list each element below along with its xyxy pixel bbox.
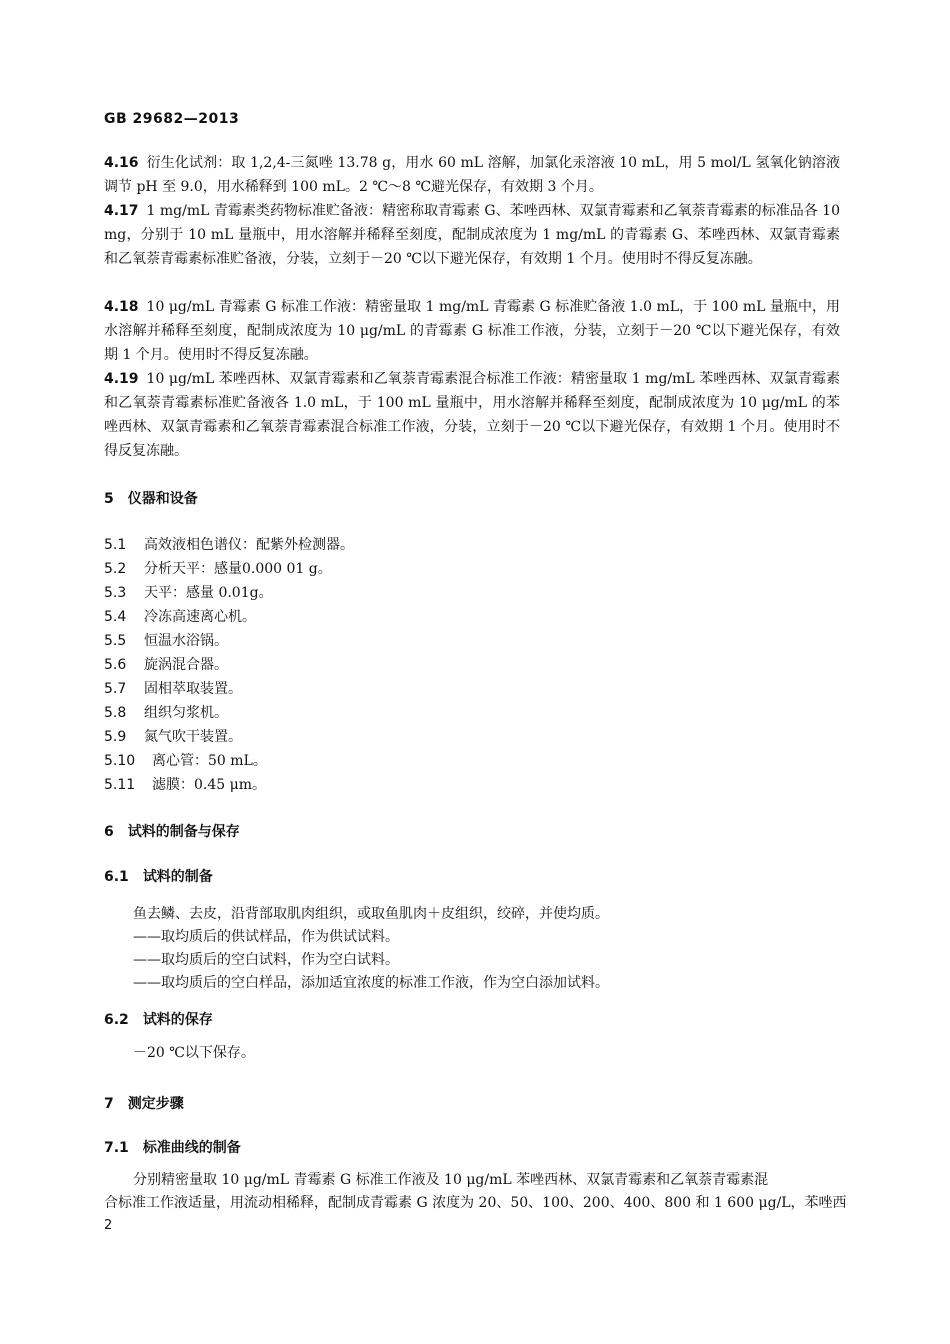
equipment-item bbox=[104, 678, 242, 700]
clause-4-17 bbox=[104, 199, 840, 271]
prep-dash-item: ——取均质后的供试样品，作为供试试料。 bbox=[133, 929, 399, 945]
section-number: 6.1 bbox=[104, 869, 129, 885]
equipment-item bbox=[104, 534, 354, 556]
item-number: 5.4 bbox=[104, 609, 127, 625]
section-number: 6 bbox=[104, 824, 114, 840]
equipment-item bbox=[104, 726, 242, 748]
equipment-item bbox=[104, 774, 266, 796]
clause-4-18 bbox=[104, 295, 840, 367]
section-number: 6.2 bbox=[104, 1012, 129, 1028]
clause-text: 1 mg/mL 青霉素类药物标准贮备液：精密称取青霉素 G、苯唑西林、双氯青霉素和乙氧萘青霉素的标准品各 10 mg，分别于 10 mL 量瓶中，用水溶解并稀释至刻度，配制成浓度为 1 mg/mL 的青霉素 G、苯唑西林、双氯青霉素和乙氧萘青霉素标准贮备液，分装，立刻于－20 ℃以下避光保存，有效期 1 个月。使用时不得反复冻融。 bbox=[104, 203, 840, 267]
item-text: 组织匀浆机。 bbox=[144, 705, 228, 721]
item-text: 冷冻高速离心机。 bbox=[144, 609, 256, 625]
standard-curve-text-line1: 分别精密量取 10 μg/mL 青霉素 G 标准工作液及 10 μg/mL 苯唑西林、双氯青霉素和乙氧萘青霉素混 bbox=[133, 1172, 769, 1188]
section-number: 7.1 bbox=[104, 1140, 129, 1156]
prep-dash-item: ——取均质后的空白样品，添加适宜浓度的标准工作液，作为空白添加试料。 bbox=[133, 975, 609, 991]
clause-number: 4.16 bbox=[104, 155, 139, 171]
section-title: 测定步骤 bbox=[127, 1096, 184, 1112]
item-number: 5.3 bbox=[104, 585, 127, 601]
section-6-heading bbox=[104, 821, 240, 841]
item-text: 天平：感量 0.01g。 bbox=[144, 585, 273, 601]
item-number: 5.1 bbox=[104, 537, 127, 553]
equipment-item bbox=[104, 606, 256, 628]
item-text: 旋涡混合器。 bbox=[144, 657, 228, 673]
section-7-1-heading bbox=[104, 1137, 241, 1157]
equipment-item bbox=[104, 582, 273, 604]
section-6-1-heading bbox=[104, 866, 213, 886]
clause-number: 4.17 bbox=[104, 203, 139, 219]
item-number: 5.8 bbox=[104, 705, 127, 721]
clause-text: 10 μg/mL 青霉素 G 标准工作液：精密量取 1 mg/mL 青霉素 G 标准贮备液 1.0 mL，于 100 mL 量瓶中，用水溶解并稀释至刻度，配制成浓度为 10 μg/mL 的青霉素 G 标准工作液，分装，立刻于－20 ℃以下避光保存，有效期 1 个月。使用时不得反复冻融。 bbox=[104, 299, 840, 363]
standard-header: GB 29682—2013 bbox=[104, 111, 240, 127]
item-number: 5.7 bbox=[104, 681, 127, 697]
prep-paragraph: 鱼去鳞、去皮，沿背部取肌肉组织，或取鱼肌肉＋皮组织，绞碎，并使均质。 bbox=[133, 906, 609, 922]
section-6-2-heading bbox=[104, 1009, 213, 1029]
section-number: 7 bbox=[104, 1096, 114, 1112]
section-title: 试料的制备 bbox=[142, 869, 213, 885]
item-text: 高效液相色谱仪：配紫外检测器。 bbox=[144, 537, 354, 553]
clause-4-16 bbox=[104, 151, 840, 199]
section-title: 试料的制备与保存 bbox=[127, 824, 240, 840]
item-number: 5.10 bbox=[104, 753, 136, 769]
item-number: 5.9 bbox=[104, 729, 127, 745]
section-5-heading bbox=[104, 488, 198, 508]
section-7-heading bbox=[104, 1093, 184, 1113]
section-title: 仪器和设备 bbox=[127, 491, 198, 507]
storage-text: －20 ℃以下保存。 bbox=[133, 1045, 255, 1061]
clause-text: 10 μg/mL 苯唑西林、双氯青霉素和乙氧萘青霉素混合标准工作液：精密量取 1 mg/mL 苯唑西林、双氯青霉素和乙氧萘青霉素标准贮备液各 1.0 mL，于 100 mL 量瓶中，用水溶解并稀释至刻度，配制成浓度为 10 μg/mL 的苯唑西林、双氯青霉素和乙氧萘青霉素混合标准工作液，分装，立刻于－20 ℃以下避光保存，有效期 1 个月。使用时不得反复冻融。 bbox=[104, 371, 840, 459]
equipment-item bbox=[104, 702, 228, 724]
item-text: 固相萃取装置。 bbox=[144, 681, 242, 697]
prep-dash-item: ——取均质后的空白试料，作为空白试料。 bbox=[133, 952, 399, 968]
clause-number: 4.19 bbox=[104, 371, 139, 387]
equipment-item bbox=[104, 750, 267, 772]
page-number: 2 bbox=[104, 1218, 113, 1233]
section-number: 5 bbox=[104, 491, 114, 507]
item-text: 离心管：50 mL。 bbox=[152, 753, 267, 769]
item-text: 恒温水浴锅。 bbox=[144, 633, 228, 649]
item-number: 5.11 bbox=[104, 777, 136, 793]
clause-4-19 bbox=[104, 367, 840, 463]
item-text: 分析天平：感量0.000 01 g。 bbox=[144, 561, 332, 577]
item-number: 5.6 bbox=[104, 657, 127, 673]
clause-text: 衍生化试剂：取 1,2,4-三氮唑 13.78 g，用水 60 mL 溶解，加氯化汞溶液 10 mL，用 5 mol/L 氢氧化钠溶液调节 pH 至 9.0，用水稀释到 100 mL。2 ℃～8 ℃避光保存，有效期 3 个月。 bbox=[104, 155, 840, 195]
item-number: 5.5 bbox=[104, 633, 127, 649]
equipment-item bbox=[104, 654, 228, 676]
clause-number: 4.18 bbox=[104, 299, 139, 315]
section-title: 标准曲线的制备 bbox=[142, 1140, 241, 1156]
standard-curve-text-line2: 合标准工作液适量，用流动相稀释，配制成青霉素 G 浓度为 20、50、100、200、400、800 和 1 600 μg/L，苯唑西 bbox=[104, 1195, 847, 1211]
item-number: 5.2 bbox=[104, 561, 127, 577]
item-text: 氮气吹干装置。 bbox=[144, 729, 242, 745]
equipment-item bbox=[104, 630, 228, 652]
item-text: 滤膜：0.45 μm。 bbox=[152, 777, 266, 793]
section-title: 试料的保存 bbox=[142, 1012, 213, 1028]
equipment-item bbox=[104, 558, 332, 580]
